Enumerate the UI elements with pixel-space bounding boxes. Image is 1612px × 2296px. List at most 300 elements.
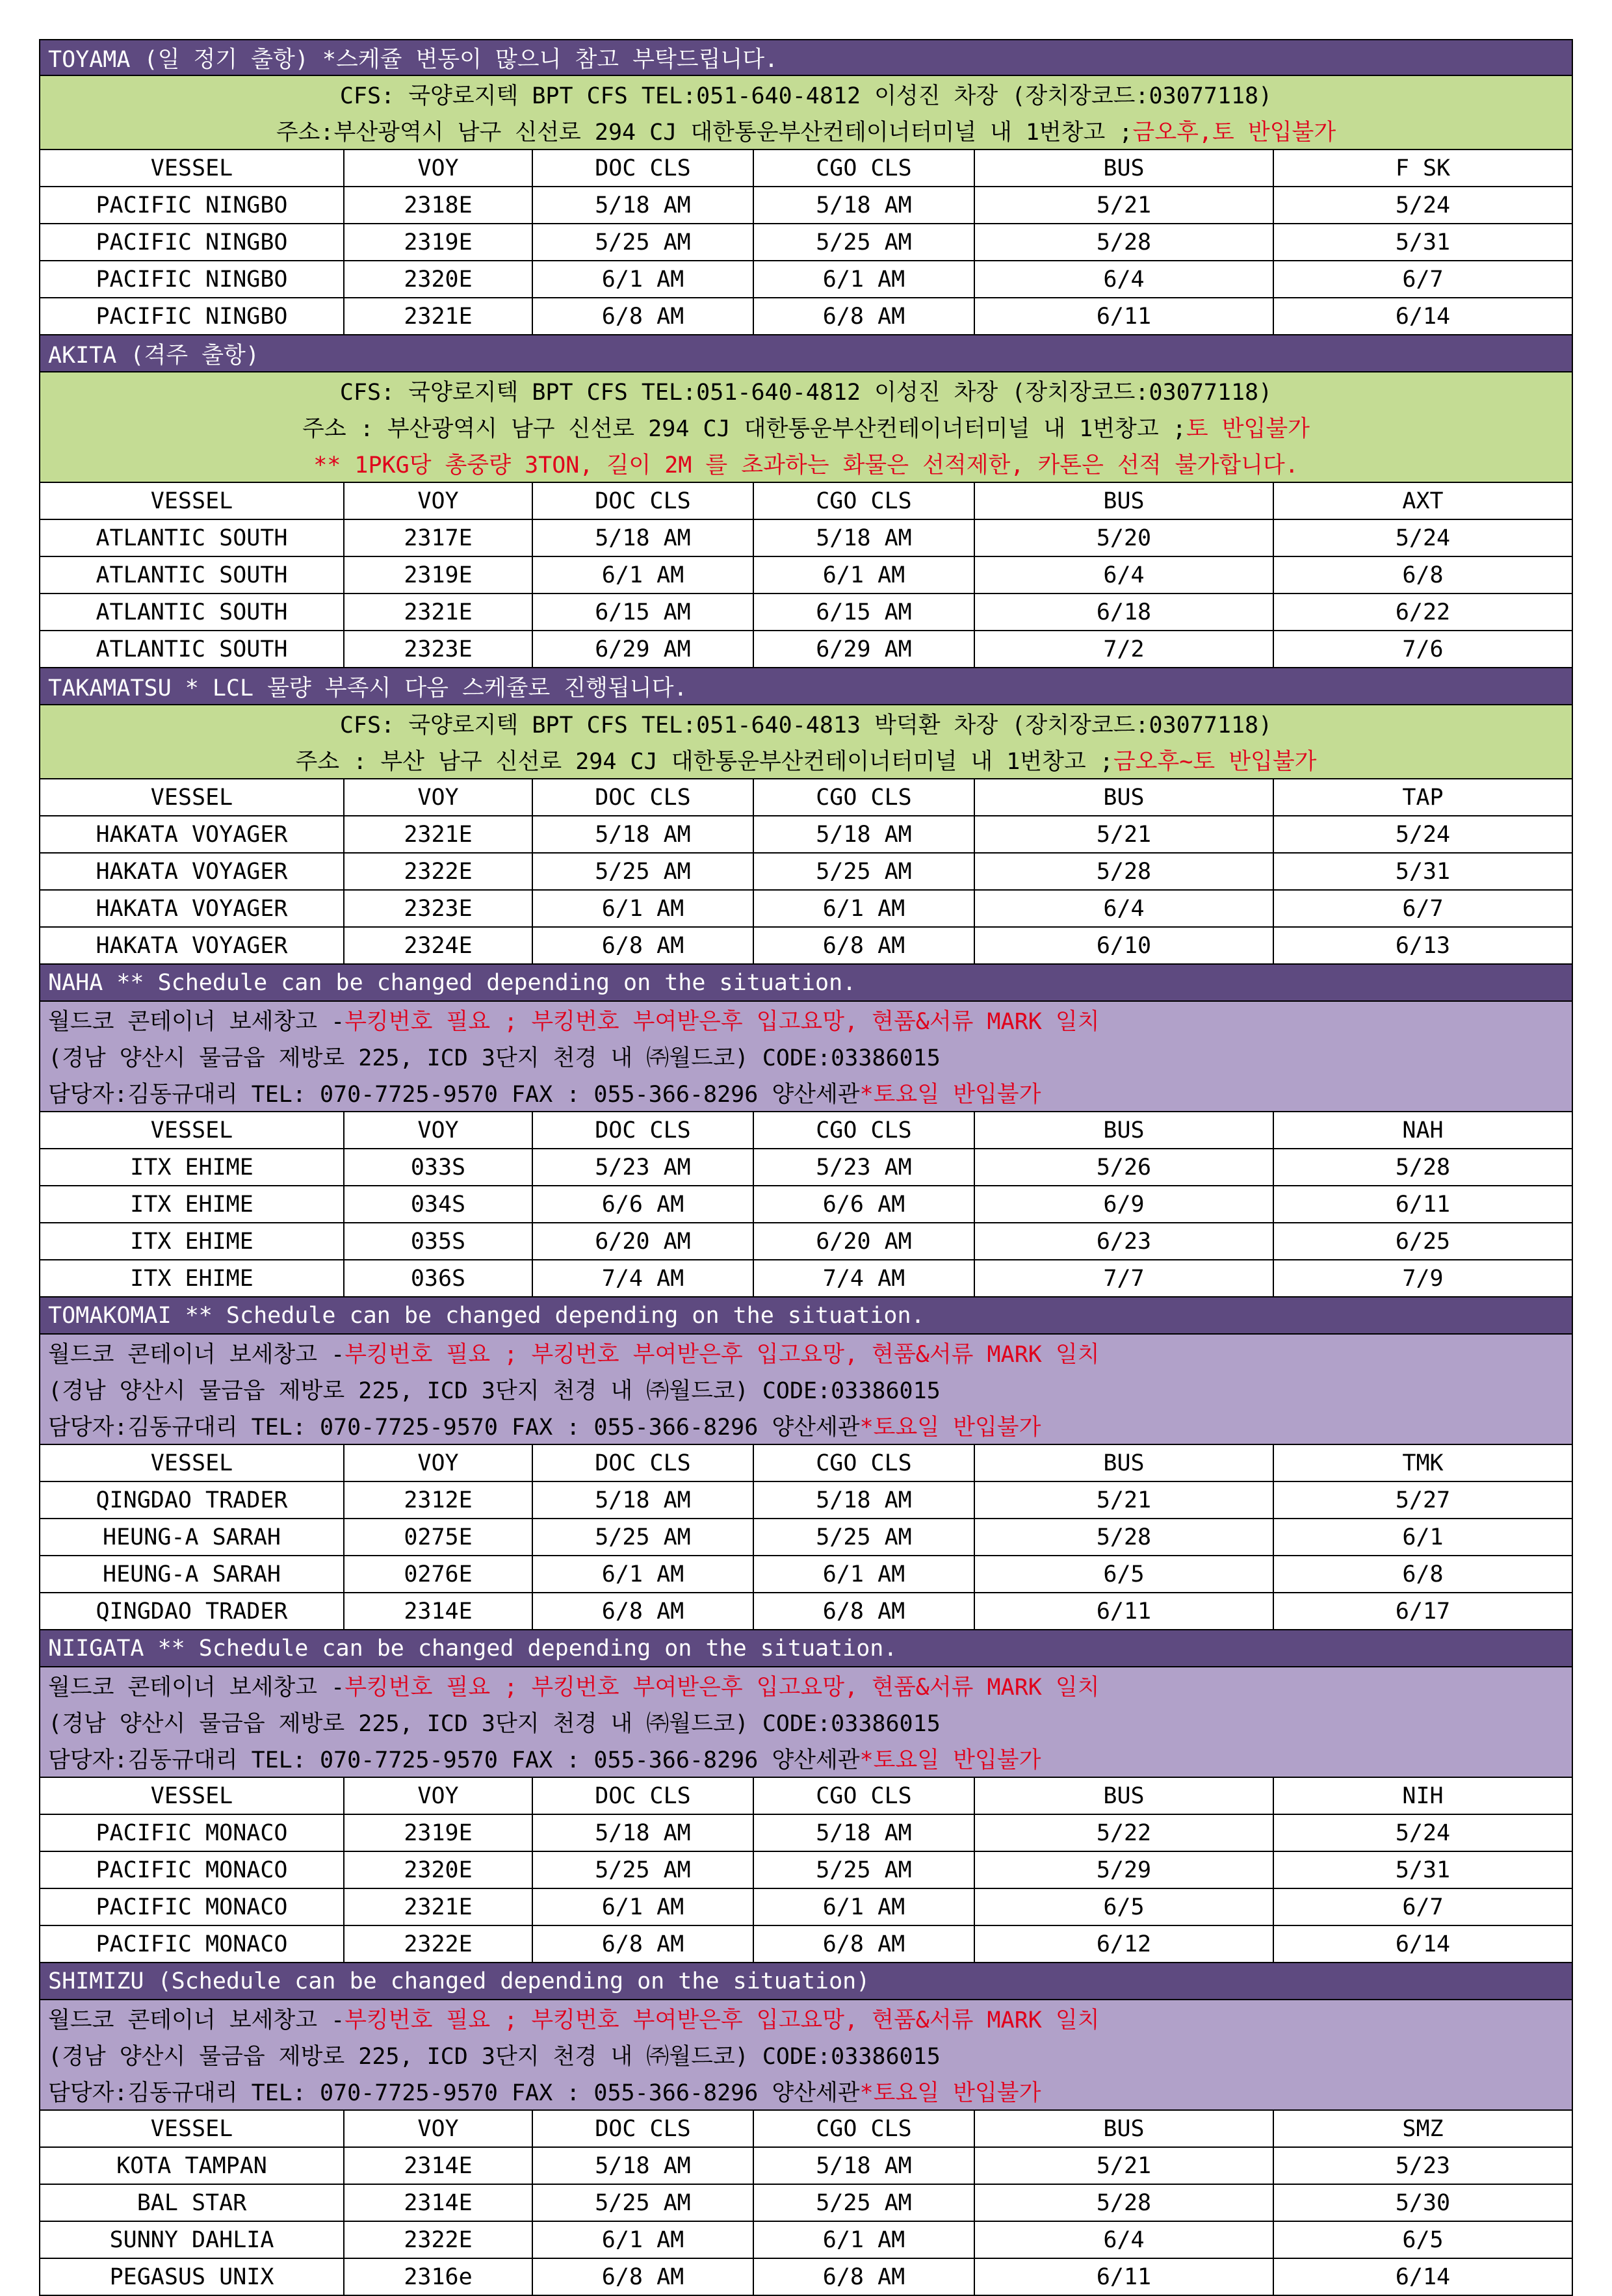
column-header: VOY [344, 483, 533, 520]
table-cell: 5/18 AM [533, 816, 754, 854]
table-header-row [39, 1778, 1573, 1815]
info-line [40, 1407, 1572, 1444]
table-cell: 2319E [344, 557, 533, 594]
column-header: VESSEL [39, 150, 344, 187]
column-header: SMZ [1274, 2111, 1573, 2148]
table-cell: 6/7 [1274, 1889, 1573, 1926]
table-cell: 6/5 [1274, 2222, 1573, 2259]
table-cell: 5/23 [1274, 2148, 1573, 2185]
table-cell: 5/18 AM [533, 1482, 754, 1519]
info-text: 월드코 콘테이너 보세창고 - [48, 1342, 345, 1368]
table-cell: 6/8 AM [533, 1593, 754, 1630]
table-header-row [39, 1445, 1573, 1482]
table-cell: 6/8 [1274, 557, 1573, 594]
column-header: VESSEL [39, 1445, 344, 1482]
table-cell: 5/25 AM [754, 1519, 975, 1556]
column-header: BUS [975, 779, 1274, 816]
table-cell: 2321E [344, 816, 533, 854]
table-cell: 2321E [344, 594, 533, 631]
info-line [40, 1002, 1572, 1038]
column-header: BUS [975, 150, 1274, 187]
info-alert: *토요일 반입불가 [859, 1747, 1041, 1773]
info-line [40, 1740, 1572, 1777]
table-cell: 5/23 AM [533, 1149, 754, 1186]
info-line [40, 1704, 1572, 1740]
info-line [40, 445, 1572, 482]
section-title: SHIMIZU (Schedule can be changed depending on the situation) [39, 1963, 1573, 2000]
info-alert: 부킹번호 필요 ; 부킹번호 부여받은후 입고요망, 현품&서류 MARK 일치 [344, 1009, 1100, 1035]
info-alert: *토요일 반입불가 [859, 1082, 1041, 1108]
table-cell: HAKATA VOYAGER [39, 816, 344, 854]
column-header: VOY [344, 1778, 533, 1815]
table-row [39, 557, 1573, 594]
table-cell: 2314E [344, 2148, 533, 2185]
table-cell: 6/23 [975, 1223, 1274, 1260]
table-cell: 5/23 AM [754, 1149, 975, 1186]
table-cell: QINGDAO TRADER [39, 1482, 344, 1519]
table-cell: 6/11 [975, 298, 1274, 335]
table-cell: 2322E [344, 2222, 533, 2259]
info-text: 담당자:김동규대리 TEL: 070-7725-9570 FAX : 055-366-8296 양산세관 [48, 1082, 860, 1108]
column-header: AXT [1274, 483, 1573, 520]
table-cell: 5/24 [1274, 187, 1573, 224]
column-header: VESSEL [39, 779, 344, 816]
table-cell: 5/18 AM [754, 1815, 975, 1852]
schedule-sheet [39, 39, 1573, 2296]
table-cell: HAKATA VOYAGER [39, 928, 344, 965]
table-cell: 6/12 [975, 1926, 1274, 1963]
table-header-row [39, 483, 1573, 520]
section-title: TAKAMATSU * LCL 물량 부족시 다음 스케쥴로 진행됩니다. [39, 668, 1573, 705]
info-alert: 금오후~토 반입불가 [1113, 749, 1317, 775]
info-alert: 부킹번호 필요 ; 부킹번호 부여받은후 입고요망, 현품&서류 MARK 일치 [344, 2007, 1100, 2033]
column-header: TAP [1274, 779, 1573, 816]
table-cell: 2322E [344, 854, 533, 891]
column-header: VOY [344, 150, 533, 187]
section-title: NIIGATA ** Schedule can be changed depending on the situation. [39, 1630, 1573, 1667]
table-cell: 034S [344, 1186, 533, 1223]
table-cell: 7/2 [975, 631, 1274, 668]
table-cell: ITX EHIME [39, 1149, 344, 1186]
table-cell: 7/4 AM [533, 1260, 754, 1298]
table-cell: 2319E [344, 1815, 533, 1852]
table-cell: 6/1 AM [754, 261, 975, 298]
table-cell: ITX EHIME [39, 1260, 344, 1298]
table-cell: 6/1 AM [754, 1556, 975, 1593]
info-text: 주소:부산광역시 남구 신선로 294 CJ 대한통운부산컨테이너터미널 내 1번창고 ; [276, 120, 1133, 146]
table-header-row [39, 779, 1573, 816]
column-header: TMK [1274, 1445, 1573, 1482]
table-cell: 5/20 [975, 520, 1274, 557]
info-line [40, 372, 1572, 409]
table-header-row [39, 2111, 1573, 2148]
table-cell: ITX EHIME [39, 1186, 344, 1223]
table-row [39, 1149, 1573, 1186]
section-info [39, 76, 1573, 150]
table-cell: 5/18 AM [754, 2148, 975, 2185]
info-text: 주소 : 부산 남구 신선로 294 CJ 대한통운부산컨테이너터미널 내 1번창고 ; [295, 749, 1113, 775]
table-cell: 6/8 AM [533, 298, 754, 335]
table-cell: PACIFIC MONACO [39, 1852, 344, 1889]
info-text: 월드코 콘테이너 보세창고 - [48, 1009, 345, 1035]
table-cell: 2321E [344, 298, 533, 335]
table-cell: 6/4 [975, 261, 1274, 298]
info-line [40, 1335, 1572, 1371]
info-alert: 금오후,토 반입불가 [1132, 120, 1336, 146]
info-text: 주소 : 부산광역시 남구 신선로 294 CJ 대한통운부산컨테이너터미널 내 1번창고 ; [302, 416, 1186, 442]
table-row [39, 1852, 1573, 1889]
column-header: BUS [975, 483, 1274, 520]
table-row [39, 1593, 1573, 1630]
column-header: BUS [975, 1778, 1274, 1815]
section-title: TOYAMA (일 정기 출항) *스케쥴 변동이 많으니 참고 부탁드립니다. [39, 39, 1573, 76]
table-cell: 5/27 [1274, 1482, 1573, 1519]
table-cell: PACIFIC MONACO [39, 1889, 344, 1926]
table-cell: 6/4 [975, 891, 1274, 928]
table-row [39, 891, 1573, 928]
table-row [39, 1926, 1573, 1963]
table-cell: PACIFIC NINGBO [39, 187, 344, 224]
table-cell: 2320E [344, 261, 533, 298]
table-cell: ATLANTIC SOUTH [39, 557, 344, 594]
table-cell: 5/18 AM [754, 520, 975, 557]
table-row [39, 1889, 1573, 1926]
table-cell: 6/14 [1274, 2259, 1573, 2296]
table-cell: 6/6 AM [533, 1186, 754, 1223]
table-cell: PACIFIC NINGBO [39, 298, 344, 335]
column-header: CGO CLS [754, 483, 975, 520]
column-header: VOY [344, 1445, 533, 1482]
table-cell: 5/26 [975, 1149, 1274, 1186]
table-cell: KOTA TAMPAN [39, 2148, 344, 2185]
table-row [39, 594, 1573, 631]
table-cell: 035S [344, 1223, 533, 1260]
table-cell: HAKATA VOYAGER [39, 854, 344, 891]
table-row [39, 631, 1573, 668]
table-row [39, 2222, 1573, 2259]
table-row [39, 2185, 1573, 2222]
table-cell: 5/29 [975, 1852, 1274, 1889]
table-cell: 5/25 AM [533, 854, 754, 891]
table-row [39, 1556, 1573, 1593]
column-header: F SK [1274, 150, 1573, 187]
section-info [39, 2000, 1573, 2111]
table-cell: 5/31 [1274, 854, 1573, 891]
section-title: NAHA ** Schedule can be changed depending on the situation. [39, 965, 1573, 1002]
table-cell: 5/28 [975, 2185, 1274, 2222]
info-line [40, 1038, 1572, 1075]
table-cell: 2319E [344, 224, 533, 261]
table-cell: 7/4 AM [754, 1260, 975, 1298]
table-row [39, 1260, 1573, 1298]
table-cell: ATLANTIC SOUTH [39, 631, 344, 668]
column-header: BUS [975, 2111, 1274, 2148]
column-header: NIH [1274, 1778, 1573, 1815]
table-cell: 6/22 [1274, 594, 1573, 631]
table-cell: 6/11 [1274, 1186, 1573, 1223]
info-text: (경남 양산시 물금읍 제방로 225, ICD 3단지 천경 내 ㈜월드코) CODE:03386015 [48, 1378, 941, 1404]
column-header: CGO CLS [754, 1112, 975, 1149]
table-cell: 6/8 AM [533, 2259, 754, 2296]
table-cell: BAL STAR [39, 2185, 344, 2222]
column-header: CGO CLS [754, 2111, 975, 2148]
table-cell: 6/8 AM [533, 1926, 754, 1963]
table-cell: 5/18 AM [533, 187, 754, 224]
info-line [40, 76, 1572, 112]
info-line [40, 2073, 1572, 2109]
info-line [40, 742, 1572, 778]
table-header-row [39, 150, 1573, 187]
table-cell: 0275E [344, 1519, 533, 1556]
table-row [39, 2148, 1573, 2185]
table-cell: 2321E [344, 1889, 533, 1926]
column-header: CGO CLS [754, 779, 975, 816]
table-cell: PACIFIC NINGBO [39, 224, 344, 261]
table-cell: 6/7 [1274, 261, 1573, 298]
info-text: 담당자:김동규대리 TEL: 070-7725-9570 FAX : 055-366-8296 양산세관 [48, 1415, 860, 1441]
table-cell: 5/21 [975, 816, 1274, 854]
info-alert: *토요일 반입불가 [859, 2080, 1041, 2106]
table-cell: 5/25 AM [754, 224, 975, 261]
table-cell: 5/25 AM [533, 2185, 754, 2222]
info-text: (경남 양산시 물금읍 제방로 225, ICD 3단지 천경 내 ㈜월드코) CODE:03386015 [48, 1045, 941, 1071]
table-cell: 5/18 AM [533, 1815, 754, 1852]
table-cell: PACIFIC NINGBO [39, 261, 344, 298]
info-line [40, 705, 1572, 742]
table-cell: 6/20 AM [754, 1223, 975, 1260]
table-row [39, 928, 1573, 965]
table-cell: QINGDAO TRADER [39, 1593, 344, 1630]
table-cell: 6/18 [975, 594, 1274, 631]
column-header: DOC CLS [533, 483, 754, 520]
table-cell: 2316e [344, 2259, 533, 2296]
table-cell: 5/18 AM [533, 2148, 754, 2185]
table-cell: ITX EHIME [39, 1223, 344, 1260]
table-row [39, 1519, 1573, 1556]
column-header: VOY [344, 1112, 533, 1149]
table-cell: 6/5 [975, 1556, 1274, 1593]
table-cell: 7/6 [1274, 631, 1573, 668]
table-cell: 7/7 [975, 1260, 1274, 1298]
table-cell: 5/28 [1274, 1149, 1573, 1186]
table-cell: 5/31 [1274, 1852, 1573, 1889]
table-cell: 6/15 AM [533, 594, 754, 631]
table-cell: 6/1 AM [754, 1889, 975, 1926]
table-row [39, 224, 1573, 261]
table-cell: 6/25 [1274, 1223, 1573, 1260]
table-cell: HEUNG-A SARAH [39, 1519, 344, 1556]
table-cell: 2314E [344, 1593, 533, 1630]
table-row [39, 187, 1573, 224]
info-line [40, 1371, 1572, 1407]
table-cell: 6/8 AM [754, 298, 975, 335]
table-row [39, 816, 1573, 854]
column-header: DOC CLS [533, 779, 754, 816]
table-row [39, 1815, 1573, 1852]
table-cell: 6/9 [975, 1186, 1274, 1223]
table-cell: 5/25 AM [533, 1852, 754, 1889]
column-header: DOC CLS [533, 1778, 754, 1815]
table-cell: 5/18 AM [754, 187, 975, 224]
table-cell: 6/4 [975, 2222, 1274, 2259]
column-header: VESSEL [39, 2111, 344, 2148]
info-alert: 부킹번호 필요 ; 부킹번호 부여받은후 입고요망, 현품&서류 MARK 일치 [344, 1675, 1100, 1701]
info-line [40, 2000, 1572, 2037]
column-header: VOY [344, 2111, 533, 2148]
column-header: CGO CLS [754, 1445, 975, 1482]
table-cell: 2320E [344, 1852, 533, 1889]
section-info [39, 372, 1573, 483]
table-cell: 5/25 AM [533, 1519, 754, 1556]
column-header: BUS [975, 1445, 1274, 1482]
table-cell: 6/29 AM [533, 631, 754, 668]
info-line [40, 1667, 1572, 1704]
table-cell: 5/25 AM [754, 2185, 975, 2222]
table-cell: 036S [344, 1260, 533, 1298]
info-alert: *토요일 반입불가 [859, 1415, 1041, 1441]
column-header: DOC CLS [533, 1445, 754, 1482]
column-header: DOC CLS [533, 1112, 754, 1149]
table-cell: 6/8 AM [533, 928, 754, 965]
info-text: (경남 양산시 물금읍 제방로 225, ICD 3단지 천경 내 ㈜월드코) CODE:03386015 [48, 2044, 941, 2070]
info-text: 월드코 콘테이너 보세창고 - [48, 1675, 345, 1701]
column-header: NAH [1274, 1112, 1573, 1149]
section-info [39, 1667, 1573, 1778]
table-cell: 6/1 AM [533, 1889, 754, 1926]
table-cell: 6/1 AM [533, 1556, 754, 1593]
table-cell: 6/4 [975, 557, 1274, 594]
column-header: VOY [344, 779, 533, 816]
column-header: VESSEL [39, 1778, 344, 1815]
table-row [39, 1482, 1573, 1519]
section-info [39, 1002, 1573, 1112]
table-cell: 033S [344, 1149, 533, 1186]
table-cell: 6/8 AM [754, 928, 975, 965]
section-title: AKITA (격주 출항) [39, 335, 1573, 372]
table-cell: ATLANTIC SOUTH [39, 594, 344, 631]
table-cell: HAKATA VOYAGER [39, 891, 344, 928]
table-cell: 6/14 [1274, 1926, 1573, 1963]
info-alert: 토 반입불가 [1186, 416, 1310, 442]
table-cell: 6/29 AM [754, 631, 975, 668]
table-cell: 6/8 AM [754, 1926, 975, 1963]
table-cell: 2324E [344, 928, 533, 965]
column-header: BUS [975, 1112, 1274, 1149]
table-cell: 5/25 AM [754, 854, 975, 891]
table-cell: 6/17 [1274, 1593, 1573, 1630]
table-cell: PEGASUS UNIX [39, 2259, 344, 2296]
table-cell: 6/13 [1274, 928, 1573, 965]
table-cell: 5/25 AM [533, 224, 754, 261]
table-cell: 2317E [344, 520, 533, 557]
info-text: 월드코 콘테이너 보세창고 - [48, 2007, 345, 2033]
table-cell: 6/6 AM [754, 1186, 975, 1223]
column-header: CGO CLS [754, 150, 975, 187]
table-cell: 5/30 [1274, 2185, 1573, 2222]
table-cell: 5/18 AM [533, 520, 754, 557]
table-cell: 6/7 [1274, 891, 1573, 928]
table-header-row [39, 1112, 1573, 1149]
table-cell: 6/8 AM [754, 1593, 975, 1630]
table-cell: 5/18 AM [754, 1482, 975, 1519]
table-cell: 5/28 [975, 854, 1274, 891]
table-cell: 6/1 AM [754, 2222, 975, 2259]
table-cell: 5/21 [975, 2148, 1274, 2185]
column-header: VESSEL [39, 1112, 344, 1149]
table-cell: 2323E [344, 891, 533, 928]
table-cell: 5/24 [1274, 520, 1573, 557]
table-cell: 2323E [344, 631, 533, 668]
table-cell: 2314E [344, 2185, 533, 2222]
info-text: CFS: 국양로지텍 BPT CFS TEL:051-640-4812 이성진 차장 (장치장코드:03077118) [339, 83, 1273, 109]
table-cell: 6/1 AM [533, 261, 754, 298]
table-cell: 6/5 [975, 1889, 1274, 1926]
info-line [40, 409, 1572, 445]
info-text: CFS: 국양로지텍 BPT CFS TEL:051-640-4812 이성진 차장 (장치장코드:03077118) [339, 380, 1273, 406]
info-text: 담당자:김동규대리 TEL: 070-7725-9570 FAX : 055-366-8296 양산세관 [48, 2080, 860, 2106]
table-cell: 6/1 AM [533, 557, 754, 594]
table-row [39, 1223, 1573, 1260]
table-cell: 6/1 AM [533, 891, 754, 928]
table-cell: 6/1 AM [754, 557, 975, 594]
column-header: VESSEL [39, 483, 344, 520]
table-row [39, 261, 1573, 298]
table-row [39, 520, 1573, 557]
table-cell: 5/31 [1274, 224, 1573, 261]
section-info [39, 705, 1573, 779]
table-row [39, 2259, 1573, 2296]
column-header: CGO CLS [754, 1778, 975, 1815]
table-cell: 5/28 [975, 224, 1274, 261]
table-cell: PACIFIC MONACO [39, 1926, 344, 1963]
table-cell: 5/25 AM [754, 1852, 975, 1889]
table-cell: 7/9 [1274, 1260, 1573, 1298]
table-cell: 6/1 AM [754, 891, 975, 928]
table-cell: 6/14 [1274, 298, 1573, 335]
table-cell: 5/28 [975, 1519, 1274, 1556]
table-cell: 5/18 AM [754, 816, 975, 854]
table-row [39, 298, 1573, 335]
table-cell: HEUNG-A SARAH [39, 1556, 344, 1593]
info-text: CFS: 국양로지텍 BPT CFS TEL:051-640-4813 박덕환 차장 (장치장코드:03077118) [339, 712, 1273, 738]
table-cell: 5/24 [1274, 816, 1573, 854]
table-cell: 2312E [344, 1482, 533, 1519]
table-cell: 5/24 [1274, 1815, 1573, 1852]
table-cell: 6/15 AM [754, 594, 975, 631]
info-alert: 부킹번호 필요 ; 부킹번호 부여받은후 입고요망, 현품&서류 MARK 일치 [344, 1342, 1100, 1368]
table-row [39, 854, 1573, 891]
table-cell: 6/11 [975, 2259, 1274, 2296]
table-cell: 6/11 [975, 1593, 1274, 1630]
table-cell: ATLANTIC SOUTH [39, 520, 344, 557]
section-title: TOMAKOMAI ** Schedule can be changed depending on the situation. [39, 1298, 1573, 1335]
table-cell: 0276E [344, 1556, 533, 1593]
info-text: (경남 양산시 물금읍 제방로 225, ICD 3단지 천경 내 ㈜월드코) CODE:03386015 [48, 1711, 941, 1737]
table-cell: 6/8 AM [754, 2259, 975, 2296]
table-cell: 6/20 AM [533, 1223, 754, 1260]
info-line [40, 1075, 1572, 1111]
info-line [40, 112, 1572, 149]
table-cell: 6/8 [1274, 1556, 1573, 1593]
table-cell: 2322E [344, 1926, 533, 1963]
table-cell: 6/1 AM [533, 2222, 754, 2259]
table-cell: 5/21 [975, 187, 1274, 224]
table-cell: 5/22 [975, 1815, 1274, 1852]
table-cell: 6/1 [1274, 1519, 1573, 1556]
info-alert: ** 1PKG당 총중량 3TON, 길이 2M 를 초과하는 화물은 선적제한, 카톤은 선적 불가합니다. [313, 452, 1299, 478]
table-cell: 6/10 [975, 928, 1274, 965]
column-header: DOC CLS [533, 2111, 754, 2148]
